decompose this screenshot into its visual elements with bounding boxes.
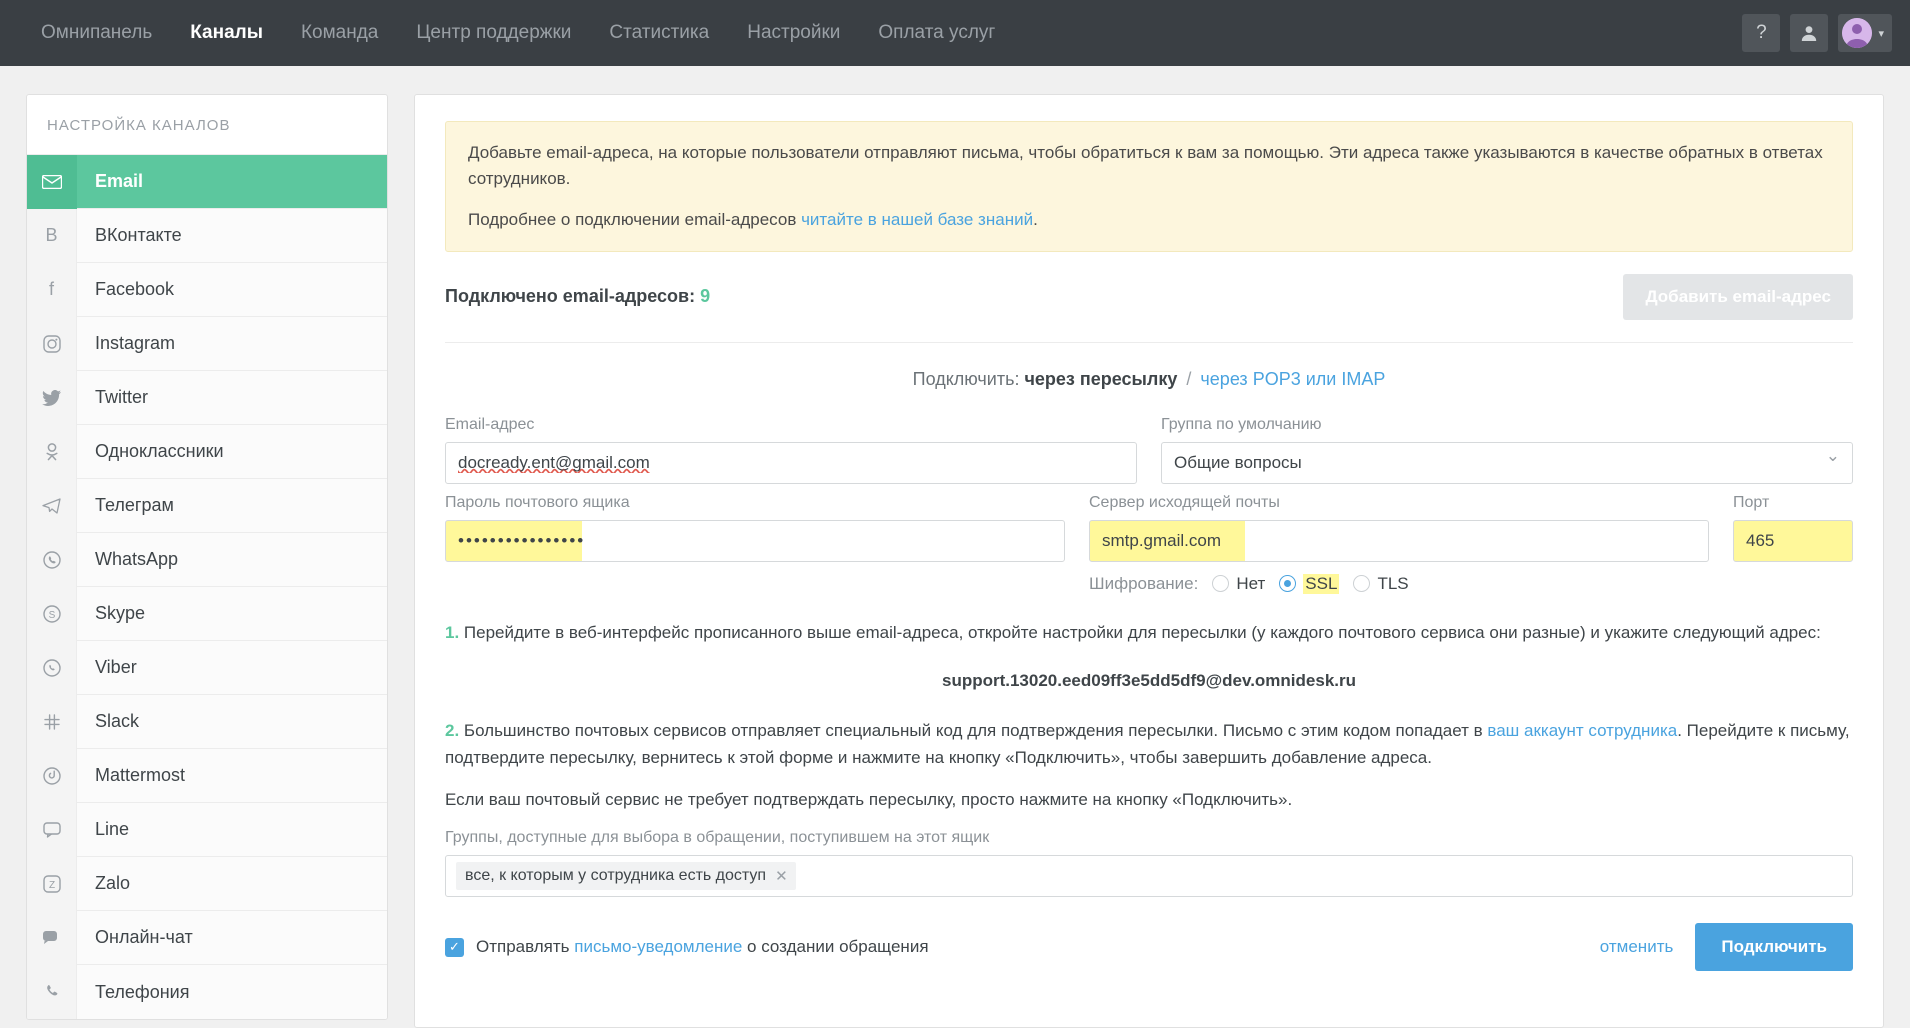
connected-label-group xyxy=(445,286,710,307)
sidebar-item-telephony[interactable] xyxy=(27,965,387,1019)
help-icon[interactable]: ? xyxy=(1742,14,1780,52)
user-profile-icon[interactable] xyxy=(1790,14,1828,52)
step-2-text-b: . Перейдите к письму, подтвердите пересылку, вернитесь к этой форме и нажмите на кнопку «Подключить», чтобы завершить добавление адреса. xyxy=(445,721,1850,767)
notice-paragraph-1: Добавьте email-адреса, на которые пользователи отправляют письма, чтобы обратиться к вам за помощью. Эти адреса также указываются в качестве обратных в ответах сотрудников. xyxy=(468,143,1823,188)
form-row-2 xyxy=(445,494,1853,594)
step-3-text: Если ваш почтовый сервис не требует подтверждать пересылку, просто нажмите на кнопку «Подключить». xyxy=(445,789,1293,809)
sidebar-item-vkontakte[interactable] xyxy=(27,209,387,263)
step-2-text-a: Большинство почтовых сервисов отправляет специальный код для подтверждения пересылки. Письмо с этим кодом попадает в xyxy=(459,721,1488,741)
sidebar-item-zalo[interactable] xyxy=(27,857,387,911)
port-input[interactable] xyxy=(1733,520,1853,562)
connected-count: 9 xyxy=(700,286,711,306)
setup-instructions xyxy=(445,620,1853,814)
notice-paragraph-2 xyxy=(468,207,1830,233)
notice-text-suffix: . xyxy=(1033,210,1038,229)
notification-letter-link[interactable]: письмо-уведомление xyxy=(574,937,743,957)
telegram-icon xyxy=(27,479,77,533)
encryption-label: Шифрование: xyxy=(1089,573,1199,593)
sidebar-item-label: Одноклассники xyxy=(95,441,224,461)
step-1-number: 1. xyxy=(445,622,460,642)
connect-method-switch xyxy=(445,369,1853,390)
connect-method-label: Подключить: xyxy=(912,368,1020,389)
group-tag-label: все, к которым у сотрудника есть доступ xyxy=(465,867,767,885)
email-field-label: Email-адрес xyxy=(445,415,535,433)
zalo-icon xyxy=(27,857,77,911)
sidebar-item-facebook[interactable] xyxy=(27,263,387,317)
twitter-icon xyxy=(27,371,77,425)
group-tag[interactable] xyxy=(456,862,796,890)
svg-text:S: S xyxy=(48,609,55,621)
sidebar-item-whatsapp[interactable] xyxy=(27,533,387,587)
sidebar-item-line[interactable] xyxy=(27,803,387,857)
default-group-select-wrap xyxy=(1161,442,1853,484)
sidebar-item-mattermost[interactable] xyxy=(27,749,387,803)
svg-text:Z: Z xyxy=(48,879,55,891)
forwarding-address: support.13020.eed09ff3e5dd5df9@dev.omnidesk.ru xyxy=(941,670,1356,690)
sidebar-item-label: ВКонтакте xyxy=(95,225,182,245)
connect-method-separator: / xyxy=(1186,368,1192,389)
nav-item-billing[interactable]: Оплата услуг xyxy=(878,22,996,43)
form-footer xyxy=(445,923,1853,995)
default-group-field-group xyxy=(1161,416,1853,484)
info-notice xyxy=(445,121,1853,252)
sidebar-item-label: Mattermost xyxy=(95,765,186,785)
connect-method-pop3-imap-link[interactable]: через POP3 или IMAP xyxy=(1200,368,1386,389)
odnoklassniki-icon xyxy=(27,425,77,479)
vkontakte-icon: В xyxy=(27,209,77,263)
nav-item-channels[interactable]: Каналы xyxy=(190,22,263,43)
smtp-field-label: Сервер исходящей почты xyxy=(1089,493,1280,511)
add-email-form xyxy=(445,342,1853,996)
encryption-row xyxy=(1089,574,1709,594)
sidebar-item-label: Email xyxy=(95,171,144,191)
encryption-option-label: TLS xyxy=(1377,573,1409,593)
email-field-group xyxy=(445,416,1137,484)
knowledge-base-link[interactable]: читайте в нашей базе знаний xyxy=(801,210,1034,229)
password-input[interactable] xyxy=(445,520,1065,562)
radio-icon xyxy=(1212,575,1229,592)
email-icon xyxy=(27,155,77,209)
sidebar-item-label: Line xyxy=(95,819,130,839)
sidebar-item-online-chat[interactable] xyxy=(27,911,387,965)
email-input[interactable] xyxy=(445,442,1137,484)
add-email-button[interactable]: Добавить email-адрес xyxy=(1623,274,1853,320)
avatar-menu[interactable] xyxy=(1838,14,1892,52)
password-field-group xyxy=(445,494,1065,594)
chevron-down-icon: ▾ xyxy=(1878,27,1884,40)
notify-text-prefix: Отправлять xyxy=(476,937,575,957)
sidebar-item-label: Viber xyxy=(95,657,137,677)
avatar xyxy=(1842,18,1872,48)
smtp-input[interactable] xyxy=(1089,520,1709,562)
whatsapp-icon xyxy=(27,533,77,587)
notify-text-suffix: о создании обращения xyxy=(742,937,929,957)
form-row-1 xyxy=(445,416,1853,484)
sidebar-item-label: Slack xyxy=(95,711,140,731)
channels-sidebar xyxy=(26,94,388,1020)
sidebar-item-label: Zalo xyxy=(95,873,131,893)
viber-icon xyxy=(27,641,77,695)
facebook-icon: f xyxy=(27,263,77,317)
sidebar-item-label: Телеграм xyxy=(95,495,174,515)
encryption-option-tls[interactable] xyxy=(1353,574,1408,594)
step-1 xyxy=(445,620,1853,646)
cancel-button[interactable]: отменить xyxy=(1599,937,1674,957)
form-actions xyxy=(1600,923,1853,971)
nav-item-team[interactable]: Команда xyxy=(300,22,379,43)
sidebar-item-label: WhatsApp xyxy=(95,549,179,569)
chat-bubble-icon xyxy=(27,911,77,965)
notify-checkbox-group xyxy=(445,937,929,957)
radio-icon-selected xyxy=(1279,575,1296,592)
email-settings-panel xyxy=(414,94,1884,1028)
sidebar-item-email[interactable] xyxy=(27,155,387,209)
sidebar-item-instagram[interactable] xyxy=(27,317,387,371)
radio-icon xyxy=(1353,575,1370,592)
agent-account-link[interactable]: ваш аккаунт сотрудника xyxy=(1487,721,1678,741)
encryption-option-none[interactable] xyxy=(1212,574,1265,594)
close-icon[interactable]: ✕ xyxy=(775,868,788,886)
notify-text xyxy=(476,937,929,957)
available-groups-label: Группы, доступные для выбора в обращении, поступившем на этот ящик xyxy=(445,829,990,847)
top-navigation-bar xyxy=(0,0,1910,66)
sidebar-item-telegram[interactable] xyxy=(27,479,387,533)
step-1-text: Перейдите в веб-интерфейс прописанного выше email-адреса, откройте настройки для пересылки (у каждого почтового сервиса они разные) и укажите следующий адрес: xyxy=(459,622,1821,642)
top-nav-items xyxy=(22,0,1014,66)
top-nav-right-group xyxy=(1742,0,1892,66)
sidebar-item-twitter[interactable] xyxy=(27,371,387,425)
sidebar-item-viber[interactable] xyxy=(27,641,387,695)
sidebar-item-label: Онлайн-чат xyxy=(95,927,193,947)
connected-label: Подключено email-адресов: xyxy=(445,286,696,306)
sidebar-item-label: Facebook xyxy=(95,279,175,299)
mattermost-icon xyxy=(27,749,77,803)
instagram-icon xyxy=(27,317,77,371)
encryption-option-label: SSL xyxy=(1305,573,1338,593)
slack-icon xyxy=(27,695,77,749)
notice-text-prefix: Подробнее о подключении email-адресов xyxy=(468,210,802,229)
encryption-option-ssl[interactable] xyxy=(1279,574,1339,594)
nav-item-omnipanel[interactable]: Омнипанель xyxy=(41,22,153,43)
encryption-option-label: Нет xyxy=(1236,573,1266,593)
sidebar-item-slack[interactable] xyxy=(27,695,387,749)
smtp-field-group xyxy=(1089,494,1709,594)
default-group-select[interactable] xyxy=(1161,442,1853,484)
port-field-group xyxy=(1733,494,1853,594)
nav-item-settings[interactable]: Настройки xyxy=(747,22,841,43)
sidebar-item-label: Skype xyxy=(95,603,146,623)
sidebar-item-label: Twitter xyxy=(95,387,149,407)
page-body xyxy=(0,66,1910,1028)
step-2-number: 2. xyxy=(445,721,460,741)
sidebar-item-skype[interactable] xyxy=(27,587,387,641)
sidebar-item-odnoklassniki[interactable] xyxy=(27,425,387,479)
password-field-label: Пароль почтового ящика xyxy=(445,493,630,511)
default-group-label: Группа по умолчанию xyxy=(1161,415,1322,433)
nav-item-statistics[interactable]: Статистика xyxy=(609,22,710,43)
sidebar-title: НАСТРОЙКА КАНАЛОВ xyxy=(27,95,387,155)
phone-icon xyxy=(27,965,77,1019)
sidebar-item-label: Телефония xyxy=(95,981,190,1002)
connect-method-current[interactable]: через пересылку xyxy=(1024,368,1178,389)
port-field-label: Порт xyxy=(1733,493,1770,511)
nav-item-support-center[interactable]: Центр поддержки xyxy=(416,22,572,43)
available-groups-field[interactable] xyxy=(445,855,1853,897)
sidebar-item-label: Instagram xyxy=(95,333,176,353)
connect-button[interactable]: Подключить xyxy=(1695,923,1853,971)
line-icon xyxy=(27,803,77,857)
connected-summary-row xyxy=(445,274,1853,320)
skype-icon xyxy=(27,587,77,641)
notify-checkbox[interactable]: ✓ xyxy=(445,938,464,957)
step-2 xyxy=(445,718,1853,771)
